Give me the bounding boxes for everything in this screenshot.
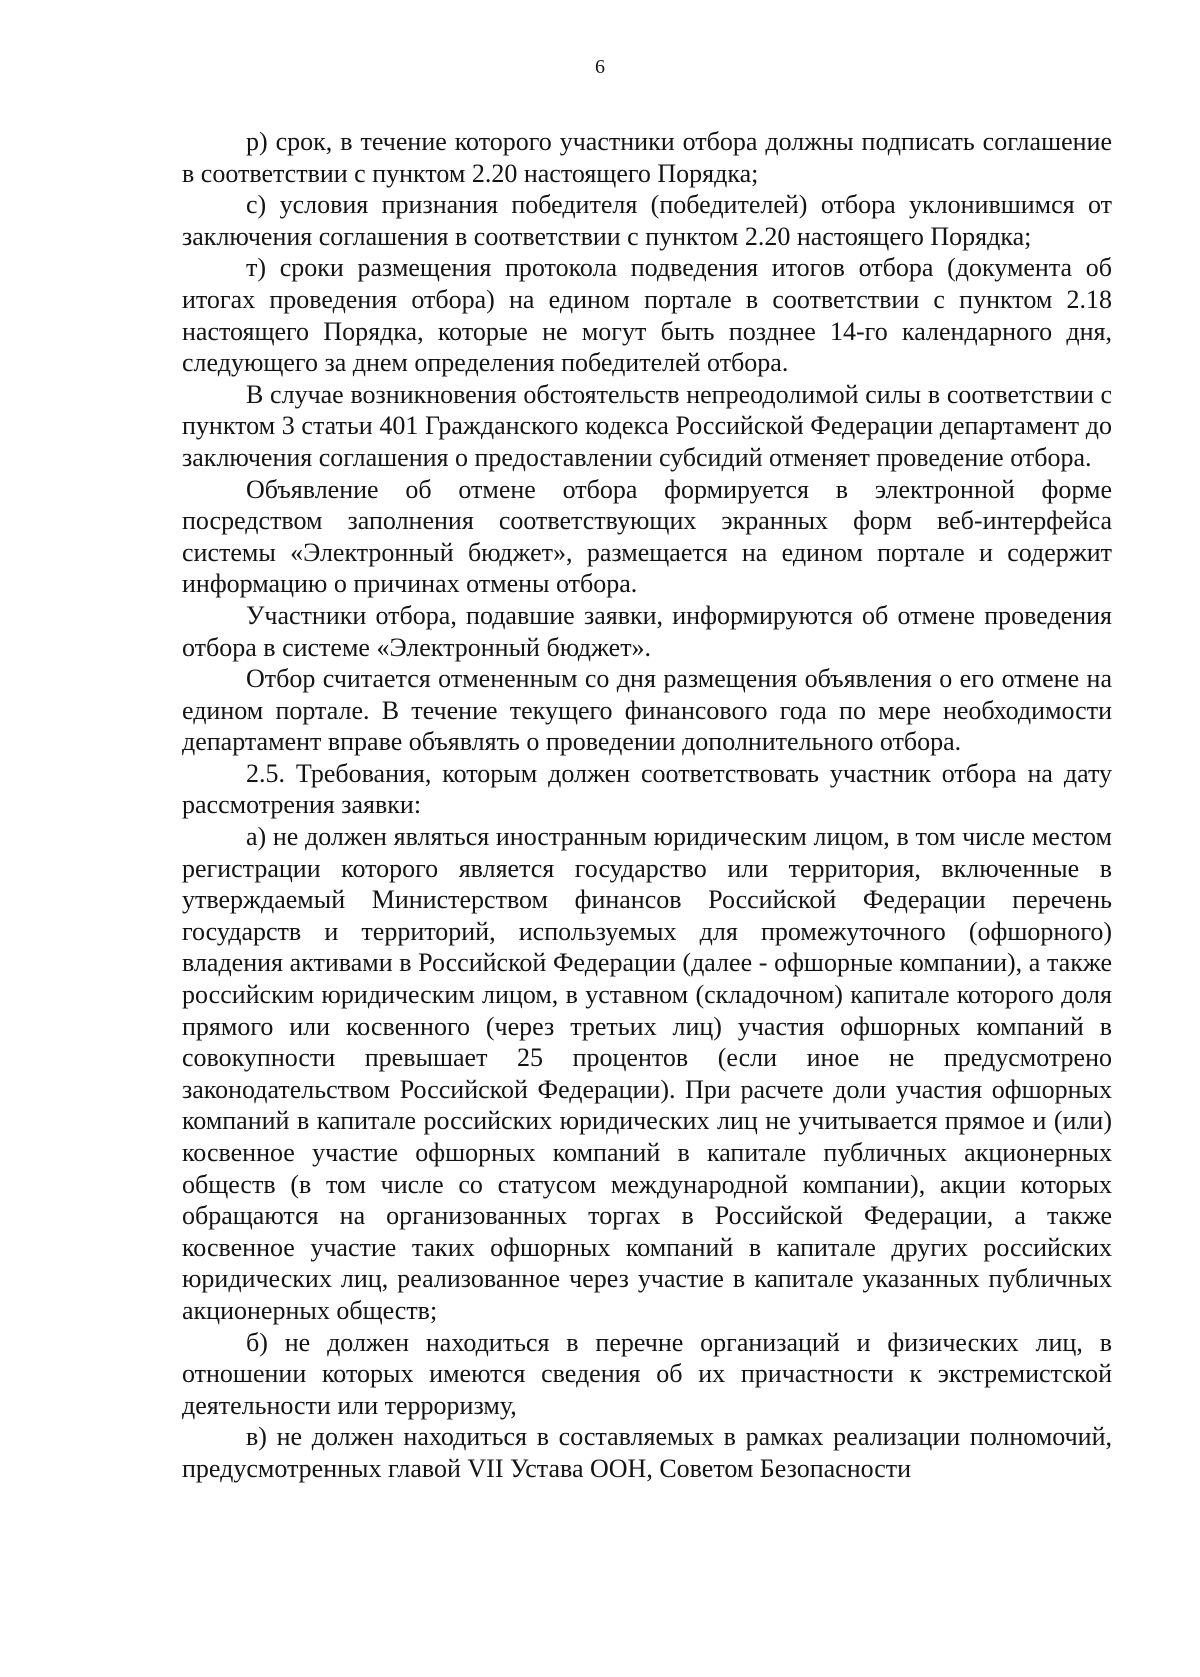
paragraph-v: в) не должен находиться в составляемых в рамках реализации полномочий, предусмотренных главой VII Устава ООН, Советом Безопасности bbox=[182, 1422, 1112, 1483]
paragraph-section-2-5: 2.5. Требования, которым должен соответствовать участник отбора на дату рассмотрения заявки: bbox=[182, 758, 1112, 820]
paragraph-participants-informed: Участники отбора, подавшие заявки, информируются об отмене проведения отбора в системе «Электронный бюджет». bbox=[182, 600, 1112, 662]
paragraph-cancellation-notice: Объявление об отмене отбора формируется в электронной форме посредством заполнения соответствующих экранных форм веб-интерфейса системы «Электронный бюджет», размещается на едином портале и содержит информацию о причинах отмены отбора. bbox=[182, 474, 1112, 599]
document-body bbox=[182, 126, 1112, 1485]
paragraph-a: а) не должен являться иностранным юридическим лицом, в том числе местом регистрации которого является государство или территория, включенные в утверждаемый Министерством финансов Российской Федерации перечень государств и территорий, используемых для промежуточного (офшорного) владения активами в Российской Федерации (далее - офшорные компании), а также российским юридическим лицом, в уставном (складочном) капитале которого доля прямого или косвенного (через третьих лиц) участия офшорных компаний в совокупности превышает 25 процентов (если иное не предусмотрено законодательством Российской Федерации). При расчете доли участия офшорных компаний в капитале российских юридических лиц не учитывается прямое и (или) косвенное участие офшорных компаний в капитале публичных акционерных обществ (в том числе со статусом международной компании), акции которых обращаются на организованных торгах в Российской Федерации, а также косвенное участие таких офшорных компаний в капитале других российских юридических лиц, реализованное через участие в капитале указанных публичных акционерных обществ; bbox=[182, 822, 1112, 1325]
page-number: 6 bbox=[595, 56, 605, 78]
paragraph-t: т) сроки размещения протокола подведения итогов отбора (документа об итогах проведения отбора) на едином портале в соответствии с пунктом 2.18 настоящего Порядка, которые не могут быть позднее 14-го календарного дня, следующего за днем определения победителей отбора. bbox=[182, 253, 1112, 378]
paragraph-selection-cancelled: Отбор считается отмененным со дня размещения объявления о его отмене на едином портале. В течение текущего финансового года по мере необходимости департамент вправе объявлять о проведении дополнительного отбора. bbox=[182, 664, 1112, 757]
paragraph-r: р) срок, в течение которого участники отбора должны подписать соглашение в соответствии с пунктом 2.20 настоящего Порядка; bbox=[182, 127, 1112, 188]
paragraph-b: б) не должен находиться в перечне организаций и физических лиц, в отношении которых имеются сведения об их причастности к экстремистской деятельности или терроризму, bbox=[182, 1327, 1112, 1420]
paragraph-s: с) условия признания победителя (победителей) отбора уклонившимся от заключения соглашения в соответствии с пунктом 2.20 настоящего Порядка; bbox=[182, 190, 1112, 251]
paragraph-force-majeure: В случае возникновения обстоятельств непреодолимой силы в соответствии с пунктом 3 статьи 401 Гражданского кодекса Российской Федерации департамент до заключения соглашения о предоставлении субсидий отменяет проведение отбора. bbox=[182, 379, 1112, 472]
